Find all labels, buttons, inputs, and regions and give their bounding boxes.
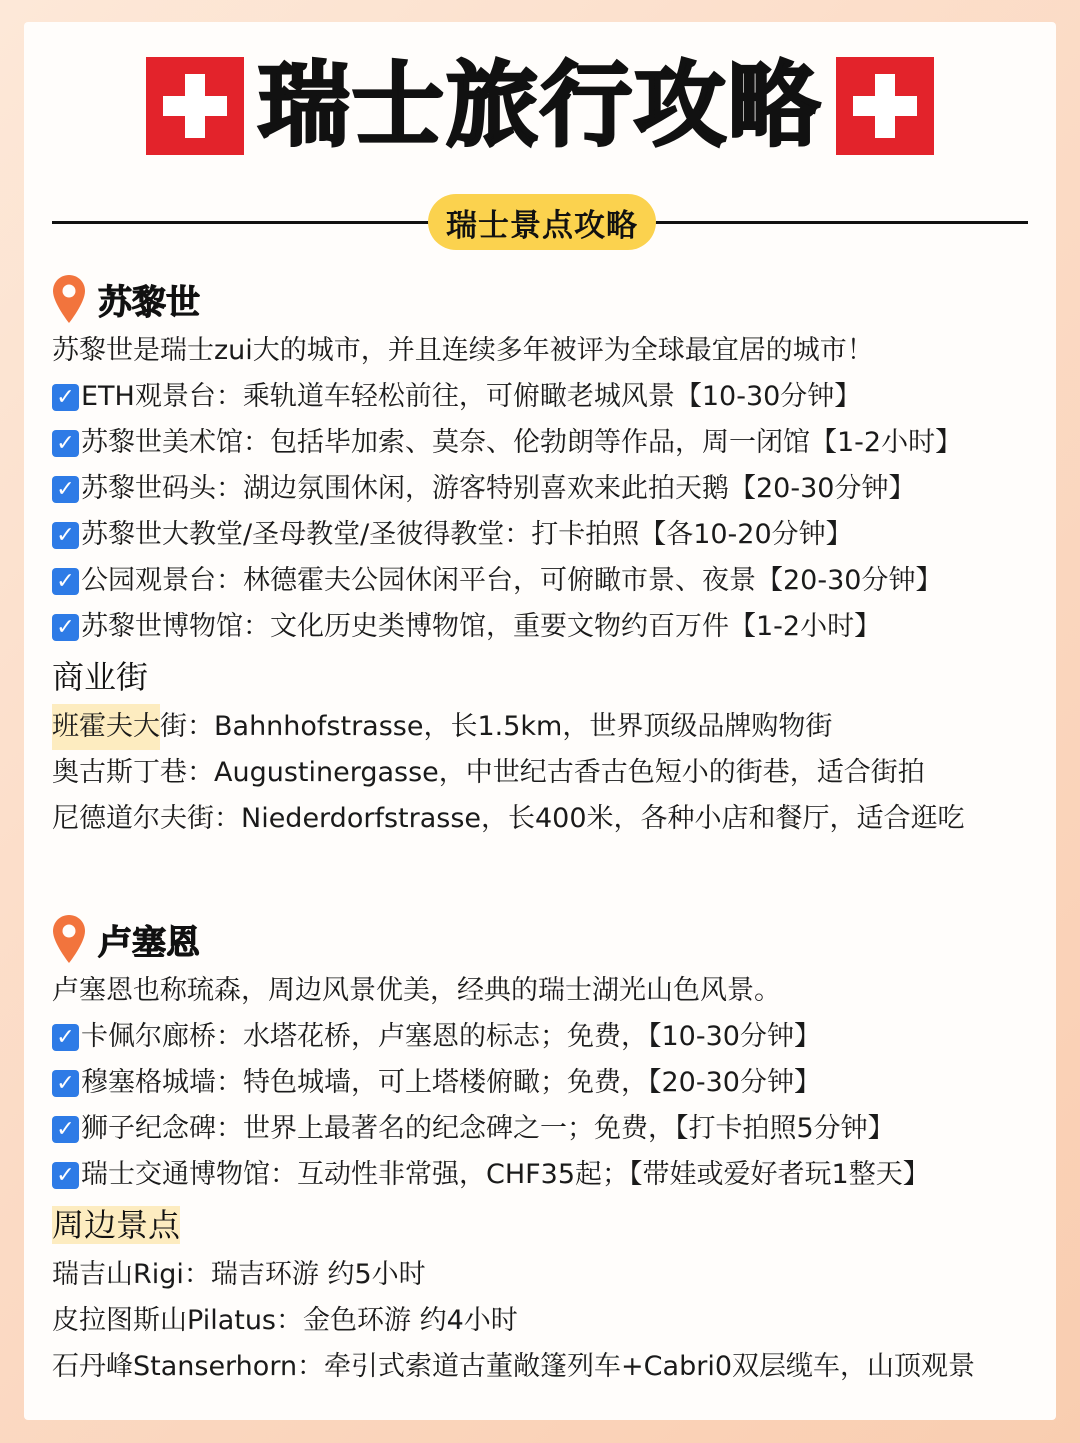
lucerne-section bbox=[52, 914, 1032, 1390]
list-item: ✓ 苏黎世美术馆：包括毕加索、莫奈、伦勃朗等作品，周一闭馆【1-2小时】 bbox=[52, 420, 1032, 466]
city-intro: 卢塞恩也称琉森，周边风景优美，经典的瑞士湖光山色风景。 bbox=[52, 975, 781, 1006]
street-item: 班霍夫大 街：Bahnhofstrasse，长1.5km，世界顶级品牌购物街 bbox=[52, 704, 1032, 750]
swiss-flag-icon bbox=[836, 57, 934, 155]
checkbox-icon: ✓ bbox=[52, 384, 79, 411]
title-banner bbox=[24, 52, 1056, 160]
subtitle-divider bbox=[52, 192, 1028, 252]
checkbox-icon: ✓ bbox=[52, 1024, 79, 1051]
subtitle-pill: 瑞士景点攻略 bbox=[428, 194, 656, 250]
nearby-item: 瑞吉山Rigi：瑞吉环游 约5小时 bbox=[52, 1259, 426, 1290]
list-item: ✓ ETH观景台：乘轨道车轻松前往，可俯瞰老城风景【10-30分钟】 bbox=[52, 374, 1032, 420]
city-name: 苏黎世 bbox=[98, 282, 200, 323]
zurich-section bbox=[52, 274, 1032, 842]
zurich-heading bbox=[52, 274, 1032, 324]
nearby-item: 石丹峰Stanserhorn：牵引式索道古董敞篷列车+Cabri0双层缆车，山顶观景 bbox=[52, 1351, 975, 1382]
list-item: ✓ 苏黎世博物馆：文化历史类博物馆，重要文物约百万件【1-2小时】 bbox=[52, 604, 1032, 650]
checkbox-icon: ✓ bbox=[52, 476, 79, 503]
city-intro: 苏黎世是瑞士zui大的城市，并且连续多年被评为全球最宜居的城市！ bbox=[52, 335, 874, 366]
street-item: 奥古斯丁巷：Augustinergasse，中世纪古香古色短小的街巷，适合街拍 bbox=[52, 757, 925, 788]
location-pin-icon bbox=[52, 274, 86, 324]
list-item: ✓ 苏黎世大教堂/圣母教堂/圣彼得教堂：打卡拍照【各10-20分钟】 bbox=[52, 512, 1032, 558]
list-item: ✓ 苏黎世码头：湖边氛围休闲，游客特别喜欢来此拍天鹅【20-30分钟】 bbox=[52, 466, 1032, 512]
checkbox-icon: ✓ bbox=[52, 1162, 79, 1189]
checkbox-icon: ✓ bbox=[52, 1116, 79, 1143]
list-item: ✓ 卡佩尔廊桥：水塔花桥，卢塞恩的标志；免费，【10-30分钟】 bbox=[52, 1014, 1032, 1060]
checkbox-icon: ✓ bbox=[52, 522, 79, 549]
poster-card bbox=[24, 22, 1056, 1420]
swiss-flag-icon bbox=[146, 57, 244, 155]
list-item: ✓ 瑞士交通博物馆：互动性非常强，CHF35起；【带娃或爱好者玩1整天】 bbox=[52, 1152, 1032, 1198]
list-item: ✓ 狮子纪念碑：世界上最著名的纪念碑之一；免费，【打卡拍照5分钟】 bbox=[52, 1106, 1032, 1152]
checkbox-icon: ✓ bbox=[52, 1070, 79, 1097]
nearby-heading: 周边景点 bbox=[52, 1206, 181, 1244]
list-item: ✓ 公园观景台：林德霍夫公园休闲平台，可俯瞰市景、夜景【20-30分钟】 bbox=[52, 558, 1032, 604]
list-item: ✓ 穆塞格城墙：特色城墙，可上塔楼俯瞰；免费，【20-30分钟】 bbox=[52, 1060, 1032, 1106]
location-pin-icon bbox=[52, 914, 86, 964]
lucerne-heading bbox=[52, 914, 1032, 964]
checkbox-icon: ✓ bbox=[52, 568, 79, 595]
city-name: 卢塞恩 bbox=[98, 922, 200, 963]
page-title: 瑞士旅行攻略 bbox=[257, 52, 822, 159]
shopping-heading: 商业街 bbox=[52, 658, 149, 696]
checkbox-icon: ✓ bbox=[52, 430, 79, 457]
nearby-item: 皮拉图斯山Pilatus：金色环游 约4小时 bbox=[52, 1305, 518, 1336]
street-item: 尼德道尔夫街：Niederdorfstrasse，长400米，各种小店和餐厅，适合逛吃 bbox=[52, 803, 965, 834]
checkbox-icon: ✓ bbox=[52, 614, 79, 641]
